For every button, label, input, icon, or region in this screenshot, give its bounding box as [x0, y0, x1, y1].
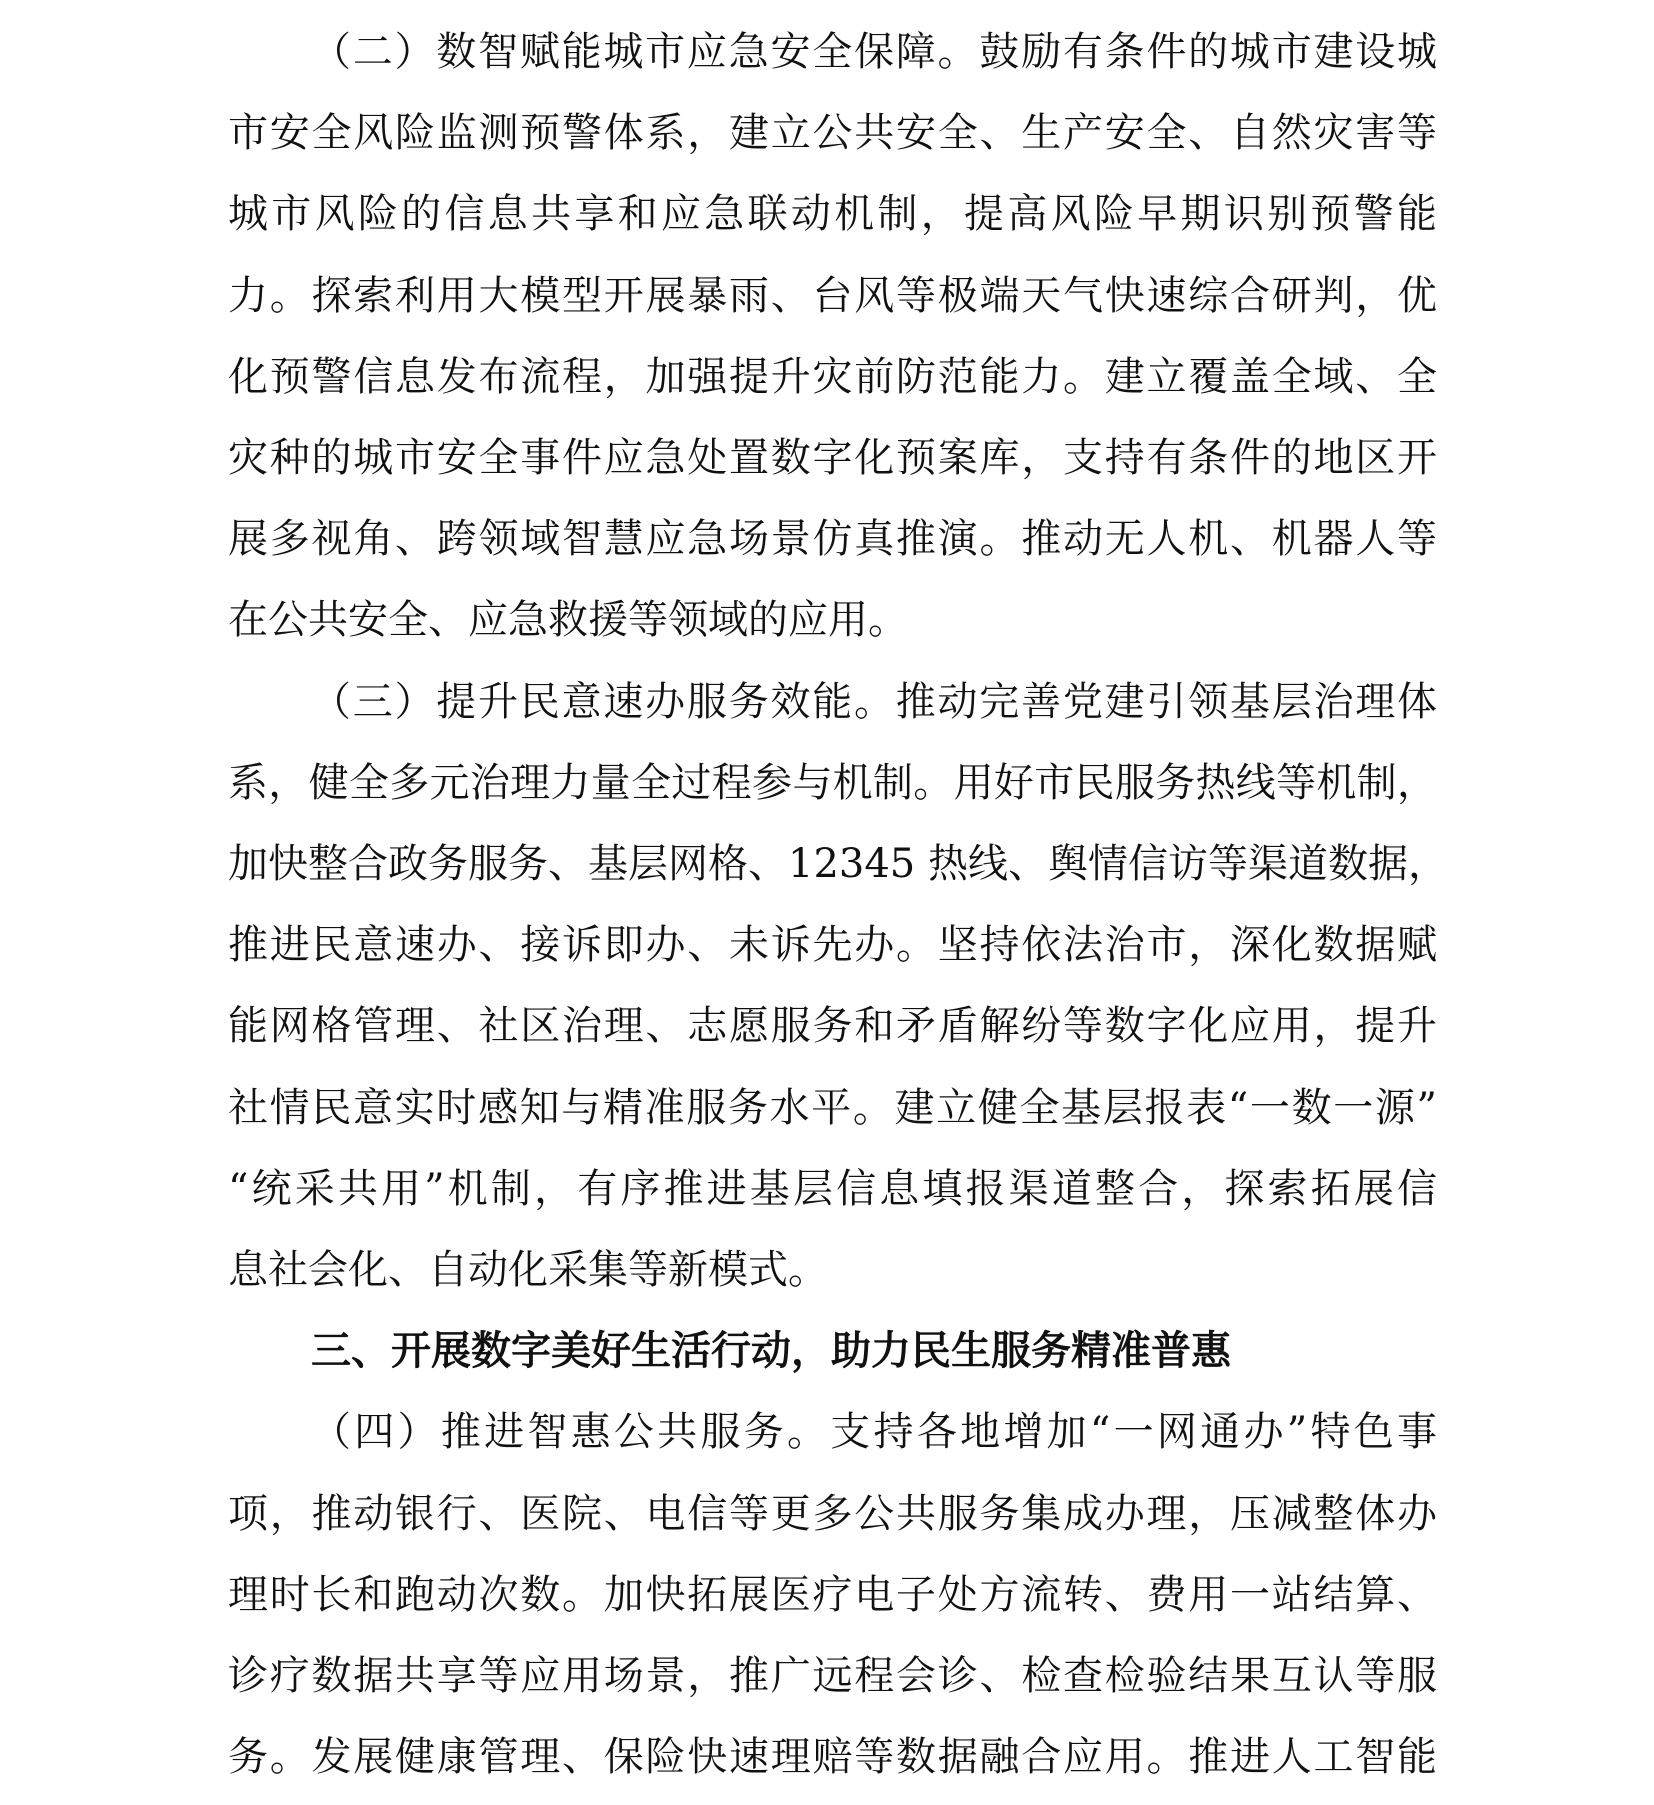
text-line: 在公共安全、应急救援等领域的应用。 [228, 597, 908, 644]
text-line: 市安全风险监测预警体系，建立公共安全、生产安全、自然灾害等 [228, 110, 1437, 157]
text-line: 诊疗数据共享等应用场景，推广远程会诊、检查检验结果互认等服 [228, 1653, 1437, 1699]
text-line: （三）提升民意速办服务效能。推动完善党建引领基层治理体 [311, 678, 1437, 725]
text-line: 灾种的城市安全事件应急处置数字化预案库，支持有条件的地区开 [228, 435, 1437, 481]
text-line: 理时长和跑动次数。加快拓展医疗电子处方流转、费用一站结算、 [228, 1571, 1437, 1618]
text-line: 息社会化、自动化采集等新模式。 [228, 1247, 828, 1293]
section-heading: 三、开展数字美好生活行动，助力民生服务精准普惠 [311, 1328, 1231, 1375]
text-line: 社情民意实时感知与精准服务水平。建立健全基层报表“一数一源” [228, 1084, 1437, 1131]
text-line: 能网格管理、社区治理、志愿服务和矛盾解纷等数字化应用，提升 [228, 1003, 1437, 1050]
text-line: 展多视角、跨领域智慧应急场景仿真推演。推动无人机、机器人等 [228, 516, 1437, 563]
text-line: 化预警信息发布流程，加强提升灾前防范能力。建立覆盖全域、全 [228, 353, 1437, 400]
text-line: 力。探索利用大模型开展暴雨、台风等极端天气快速综合研判，优 [228, 272, 1437, 319]
text-line: 系，健全多元治理力量全过程参与机制。用好市民服务热线等机制， [228, 759, 1437, 806]
text-line: 项，推动银行、医院、电信等更多公共服务集成办理，压减整体办 [228, 1490, 1437, 1537]
text-line: 务。发展健康管理、保险快速理赔等数据融合应用。推进人工智能 [228, 1734, 1437, 1781]
text-line: 推进民意速办、接诉即办、未诉先办。坚持依法治市，深化数据赋 [228, 922, 1437, 969]
text-line: 城市风险的信息共享和应急联动机制，提高风险早期识别预警能 [228, 191, 1437, 238]
text-line: （二）数智赋能城市应急安全保障。鼓励有条件的城市建设城 [311, 29, 1437, 75]
text-line: “统采共用”机制，有序推进基层信息填报渠道整合，探索拓展信 [228, 1165, 1437, 1212]
text-line: 加快整合政务服务、基层网格、12345 热线、舆情信访等渠道数据， [228, 841, 1448, 887]
text-line: （四）推进智惠公共服务。支持各地增加“一网通办”特色事 [311, 1409, 1437, 1456]
